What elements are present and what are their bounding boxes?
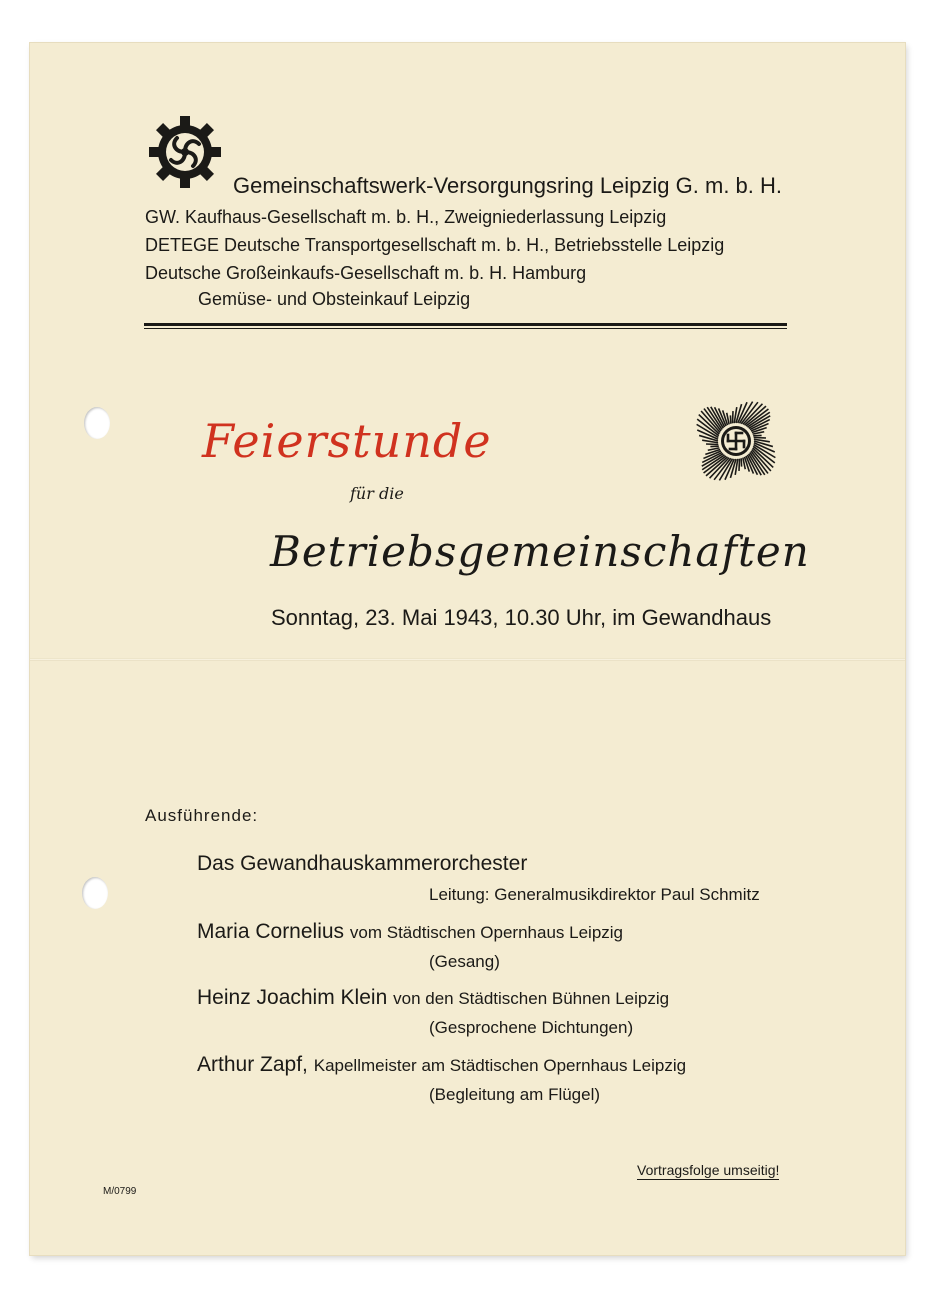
print-code: M/0799 — [103, 1186, 137, 1197]
company-main: Gemeinschaftswerk-Versorgungsring Leipzig G. m. b. H. — [233, 173, 783, 198]
header-rule-thin — [144, 328, 787, 329]
gear-sun-logo-icon — [147, 114, 223, 190]
performer-name-4: Arthur Zapf, — [197, 1053, 308, 1076]
punch-hole-bottom — [82, 877, 108, 909]
company-line-1: GW. Kaufhaus-Gesellschaft m. b. H., Zweigniederlassung Leipzig — [145, 207, 667, 227]
company-line-4: Gemüse- und Obsteinkauf Leipzig — [198, 289, 471, 309]
sunburst-emblem-icon — [688, 393, 784, 489]
performer-detail-2: (Gesang) — [429, 952, 500, 971]
performer-detail-3: (Gesprochene Dichtungen) — [429, 1018, 634, 1037]
performer-row-4 — [197, 1053, 686, 1077]
header-rule — [144, 323, 787, 326]
performer-detail-4: (Begleitung am Flügel) — [429, 1085, 601, 1104]
performer-desc-3: von den Städtischen Bühnen Leipzig — [393, 989, 670, 1008]
performer-detail-1: Leitung: Generalmusikdirektor Paul Schmitz — [429, 885, 760, 904]
performer-name-1: Das Gewandhauskammerorchester — [197, 852, 528, 875]
performer-name-3: Heinz Joachim Klein — [197, 986, 388, 1009]
punch-hole-top — [84, 407, 110, 439]
performers-heading: Ausführende: — [145, 806, 259, 825]
event-date-line: Sonntag, 23. Mai 1943, 10.30 Uhr, im Gewandhaus — [271, 605, 772, 630]
event-title: Feierstunde — [202, 414, 492, 468]
performer-desc-2: vom Städtischen Opernhaus Leipzig — [349, 923, 624, 942]
program-overleaf-note: Vortragsfolge umseitig! — [637, 1162, 780, 1178]
performer-desc-4: Kapellmeister am Städtischen Opernhaus Leipzig — [313, 1056, 687, 1075]
company-line-2: DETEGE Deutsche Transportgesellschaft m. b. H., Betriebsstelle Leipzig — [145, 235, 725, 255]
performer-row-3 — [197, 986, 669, 1010]
event-subtitle: Betriebsgemeinschaften — [270, 527, 810, 576]
performer-name-2: Maria Cornelius — [197, 920, 345, 943]
fold-line — [30, 658, 905, 661]
event-subtitle-small: für die — [350, 484, 404, 503]
performer-row-2 — [197, 920, 623, 944]
company-line-3: Deutsche Großeinkaufs-Gesellschaft m. b. H. Hamburg — [145, 263, 587, 283]
